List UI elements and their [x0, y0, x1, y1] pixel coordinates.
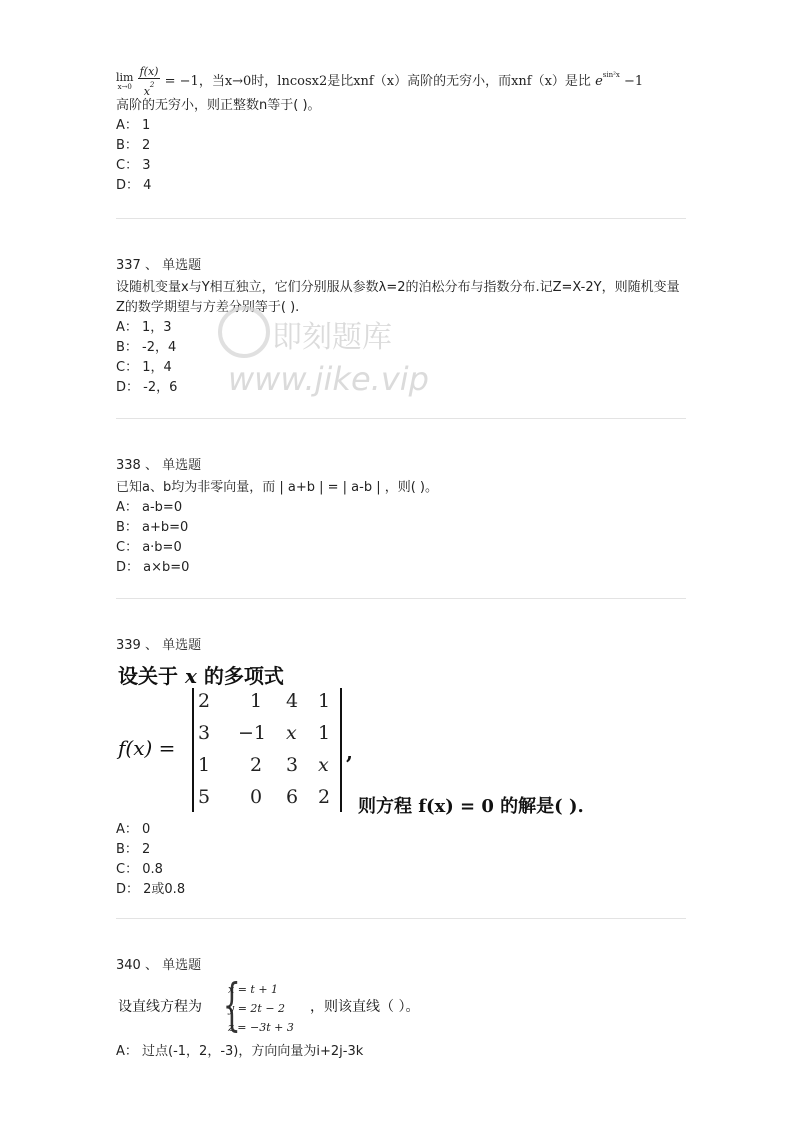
question-339	[116, 636, 686, 656]
question-339-options	[116, 820, 686, 900]
option-a[interactable]: A： 0	[116, 822, 151, 837]
option-a[interactable]: A： a-b=0	[116, 500, 183, 515]
divider	[116, 218, 686, 219]
option-b[interactable]: B： 2	[116, 842, 151, 857]
option-d[interactable]: D： a×b=0	[116, 560, 190, 575]
question-339-intro: 设关于 x 的多项式	[118, 664, 284, 688]
option-c[interactable]: C： 0.8	[116, 862, 163, 877]
option-d[interactable]: D： 4	[116, 177, 152, 193]
watermark-logo-icon	[218, 306, 270, 358]
option-c[interactable]: C： 1，4	[116, 360, 172, 375]
question-337-header: 337 、 单选题	[116, 258, 202, 273]
question-340-stem-post: ，则该直线（ ）。	[310, 999, 420, 1015]
exp-term: $e^{sin^2x} -1$	[595, 71, 644, 89]
question-338-stem: 已知a、b均为非零向量，而 | a+b | = | a-b | ，则( )。	[116, 480, 438, 495]
question-337-stem: 设随机变量x与Y相互独立，它们分别服从参数λ=2的泊松分布与指数分布.记Z=X-2Y，则随机变量Z的数学期望与方差分别等于( ).	[116, 280, 680, 315]
option-b[interactable]: B： 2	[116, 137, 151, 153]
fx-label: f(x) =	[118, 736, 176, 760]
limit-symbol: lim x→0	[116, 71, 134, 91]
question-340	[116, 956, 686, 976]
fraction: $\frac{f(x)}{x^2}$	[139, 64, 159, 98]
divider	[116, 918, 686, 919]
question-339-tail: 则方程 f(x) = 0 的解是( ).	[358, 796, 584, 817]
question-340-options	[116, 1042, 686, 1062]
option-b[interactable]: B： -2，4	[116, 340, 177, 355]
option-a[interactable]: A： 1	[116, 117, 151, 133]
option-b[interactable]: B： a+b=0	[116, 520, 189, 535]
option-c[interactable]: C： a·b=0	[116, 540, 182, 555]
system-brace: {	[222, 973, 241, 1038]
divider	[116, 418, 686, 419]
question-339-header: 339 、 单选题	[116, 638, 202, 653]
question-336-stem: lim x→0 $\frac{f(x)}{x^2}$ = −1，当x→0时，lncosx2是比xnf（x）高阶的无穷小，而xnf（x）是比 $e^{sin^2x} -1$	[116, 64, 644, 98]
option-a[interactable]: A： 1，3	[116, 320, 172, 335]
question-340-stem-pre: 设直线方程为	[118, 999, 202, 1015]
question-338-header: 338 、 单选题	[116, 458, 202, 473]
watermark-brand: 即刻题库	[272, 320, 392, 355]
option-c[interactable]: C： 3	[116, 157, 151, 173]
det-comma: ,	[346, 740, 353, 764]
determinant: 2 1 4 1 3 −1 x 1 1 2 3 x 5 0 6 2	[192, 688, 342, 812]
divider	[116, 598, 686, 599]
question-336-stem-tail: 高阶的无穷小，则正整数n等于( )。	[116, 97, 321, 113]
watermark-url: www.jike.vip	[228, 360, 429, 398]
equation-system: x = t + 1 y = 2t − 2 z = −3t + 3	[228, 983, 294, 1034]
option-a[interactable]: A： 过点(-1，2，-3)，方向向量为i+2j-3k	[116, 1044, 364, 1059]
option-d[interactable]: D： -2，6	[116, 380, 178, 395]
question-338	[116, 456, 686, 578]
option-d[interactable]: D： 2或0.8	[116, 882, 186, 897]
question-340-header: 340 、 单选题	[116, 958, 202, 973]
question-336	[116, 60, 686, 196]
